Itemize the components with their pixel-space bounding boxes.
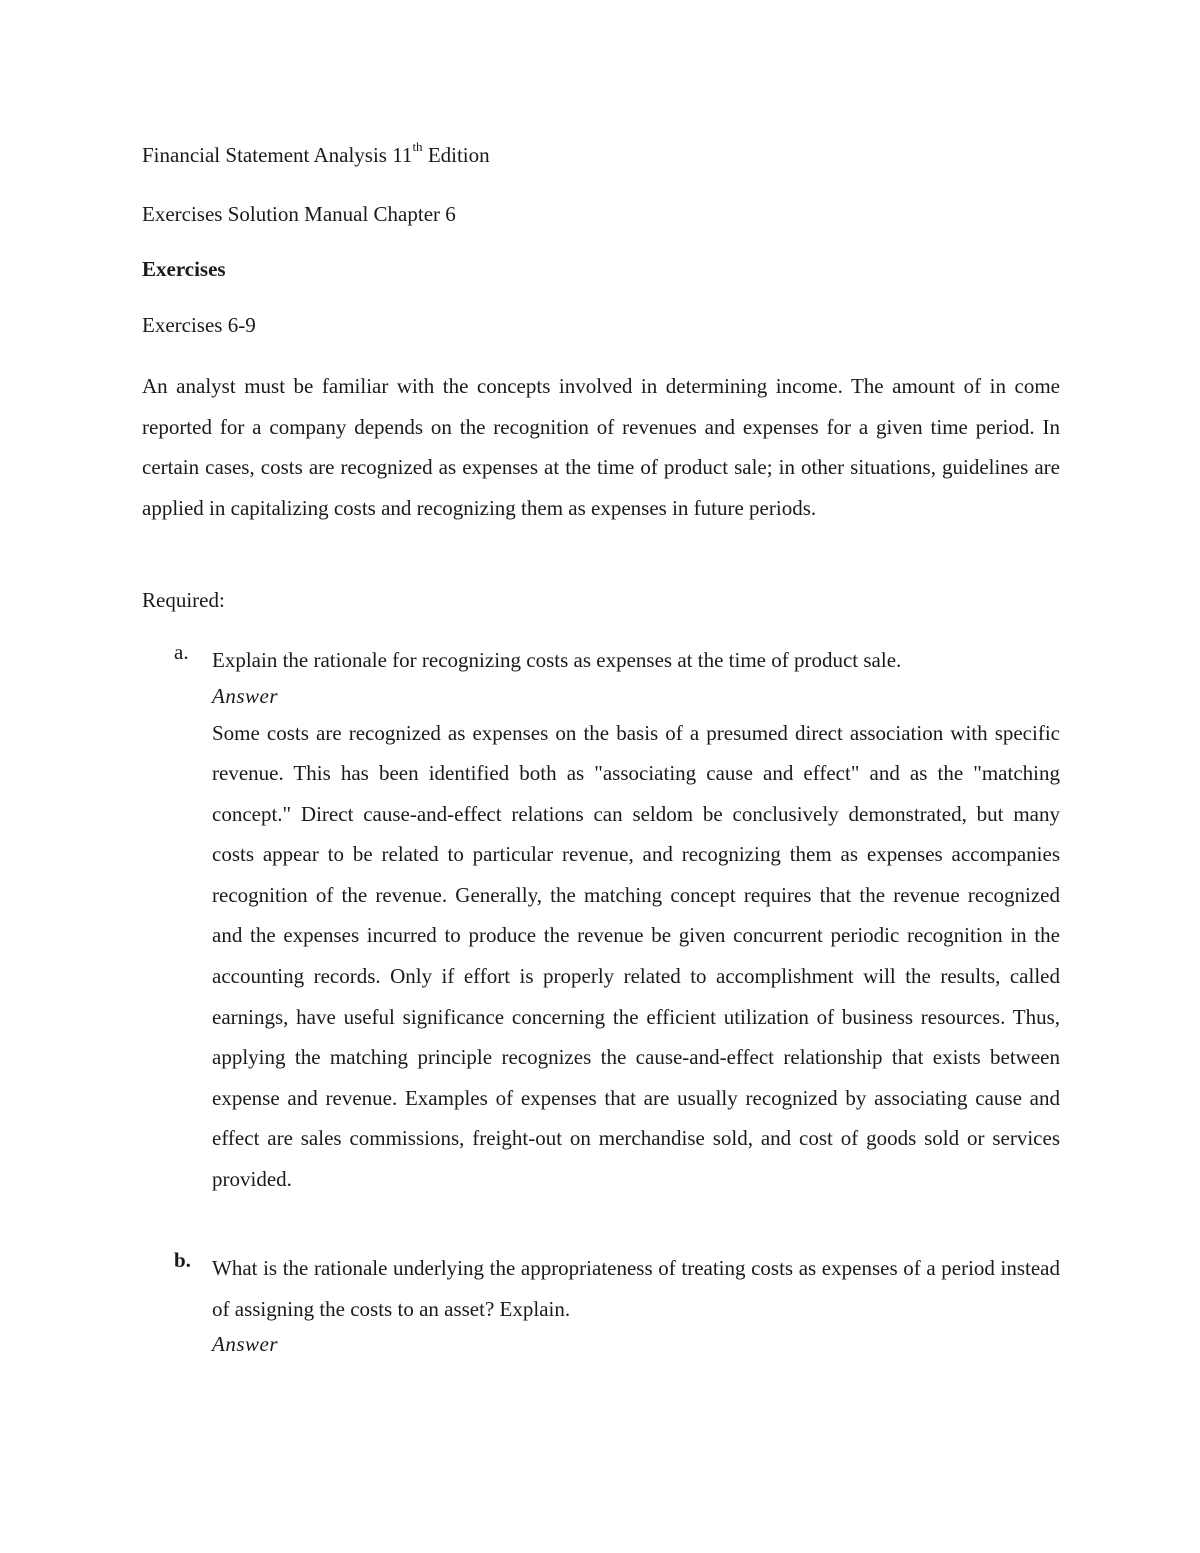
exercise-number: Exercises 6-9 bbox=[142, 313, 256, 337]
answer-text: Some costs are recognized as expenses on the basis of a presumed direct association with specific revenue. This has been identified both as "associating cause and effect" and as the "matching concept." Direct cause-and-effect relations can seldom be conclusively demonstrated, but many costs appear to be related to particular revenue, and recognizing them as expenses accompanies recognition of the revenue. Generally, the matching concept requires that the revenue recognized and the expenses incurred to produce the revenue be given concurrent periodic recognition in the accounting records. Only if effort is properly related to accomplishment will the results, called earnings, have useful significance concerning the efficient utilization of business resources. Thus, applying the matching principle recognizes the cause-and-effect relationship that exists between expense and revenue. Examples of expenses that are usually recognized by associating cause and effect are sales commissions, freight-out on merchandise sold, and cost of goods sold or services provided. bbox=[212, 720, 1060, 1192]
item-marker: a. bbox=[174, 640, 189, 664]
document-title-text: Financial Statement Analysis 11 bbox=[142, 143, 413, 167]
item-marker: b. bbox=[174, 1248, 191, 1272]
required-label: Required: bbox=[142, 588, 225, 612]
intro-paragraph: An analyst must be familiar with the concepts involved in determining income. The amount of in come reported for a company depends on the recognition of revenues and expenses for a given time period. In certain cases, costs are recognized as expenses at the time of product sale; in other situations, guidelines are applied in capitalizing costs and recognizing them as expenses in future periods. bbox=[142, 374, 1060, 520]
document-title bbox=[142, 139, 490, 168]
answer-label: Answer bbox=[212, 683, 278, 708]
question-text: Explain the rationale for recognizing costs as expenses at the time of product sale. bbox=[212, 648, 902, 672]
question-text: What is the rationale underlying the appropriateness of treating costs as expenses of a period instead of assigning the costs to an asset? Explain. bbox=[212, 1256, 1060, 1321]
document-title-superscript: th bbox=[412, 139, 423, 154]
section-heading: Exercises bbox=[142, 257, 226, 281]
answer-label: Answer bbox=[212, 1332, 278, 1356]
document-title-suffix: Edition bbox=[422, 143, 490, 167]
document-subtitle: Exercises Solution Manual Chapter 6 bbox=[142, 202, 456, 226]
item-body bbox=[212, 640, 1060, 1200]
item-body bbox=[212, 1248, 1060, 1359]
